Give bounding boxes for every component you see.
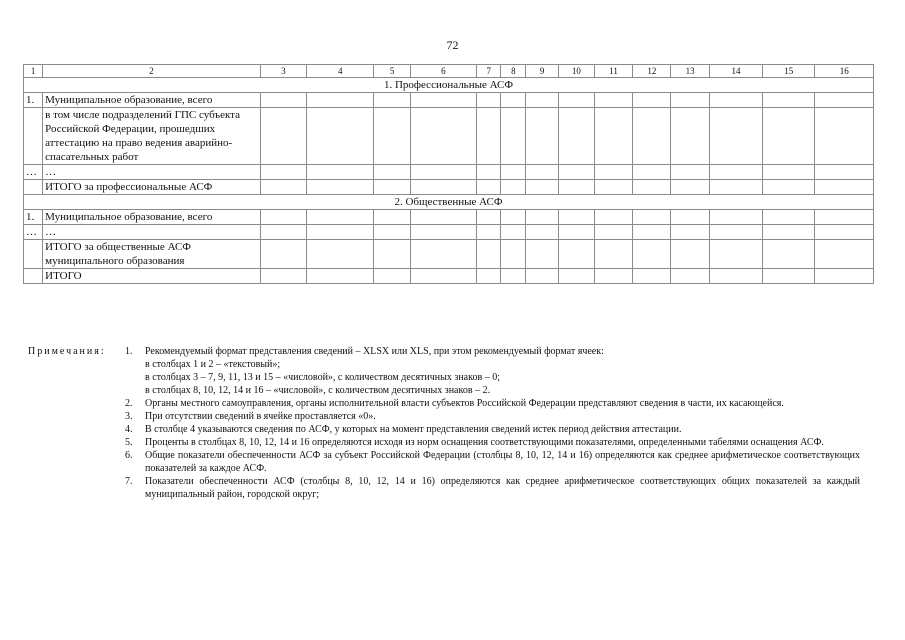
empty-cell-col-15 (763, 210, 815, 225)
note-item-5 (125, 436, 860, 449)
empty-cell-col-9 (526, 180, 558, 195)
s1-total-row (24, 180, 874, 195)
empty-cell-col-5 (374, 269, 410, 284)
note-item-2 (125, 397, 860, 410)
row-label-cell: ИТОГО за общественные АСФ муниципального образования (43, 240, 261, 269)
column-number-14: 14 (709, 65, 762, 78)
row-number-cell: 1. (24, 210, 43, 225)
empty-cell-col-12 (633, 180, 671, 195)
empty-cell-col-15 (763, 269, 815, 284)
empty-cell-col-5 (374, 108, 410, 165)
note-item-7 (125, 475, 860, 501)
empty-cell-col-5 (374, 210, 410, 225)
row-label-cell: ИТОГО (43, 269, 261, 284)
empty-cell-col-13 (671, 240, 709, 269)
note-number: 1. (125, 346, 133, 357)
s2-ellipsis-row (24, 225, 874, 240)
empty-cell-col-4 (306, 210, 373, 225)
empty-cell-col-6 (410, 165, 476, 180)
column-number-1: 1 (24, 65, 43, 78)
empty-cell-col-6 (410, 240, 476, 269)
empty-cell-col-13 (671, 180, 709, 195)
section-title: 1. Профессиональные АСФ (24, 78, 874, 93)
empty-cell-col-7 (477, 108, 501, 165)
note-item-4 (125, 423, 860, 436)
row-label-cell: ИТОГО за профессиональные АСФ (43, 180, 261, 195)
section-1-header (24, 78, 874, 93)
empty-cell-col-11 (594, 93, 632, 108)
empty-cell-col-5 (374, 240, 410, 269)
column-number-row (24, 65, 874, 78)
column-number-15: 15 (763, 65, 815, 78)
empty-cell-col-9 (526, 225, 558, 240)
empty-cell-col-12 (633, 108, 671, 165)
empty-cell-col-11 (594, 210, 632, 225)
empty-cell-col-8 (501, 108, 526, 165)
empty-cell-col-8 (501, 240, 526, 269)
note-number: 2. (125, 398, 133, 409)
section-2-header (24, 195, 874, 210)
row-label-cell: … (43, 225, 261, 240)
empty-cell-col-10 (558, 225, 594, 240)
column-number-2: 2 (43, 65, 261, 78)
empty-cell-col-10 (558, 165, 594, 180)
report-table (23, 64, 874, 284)
empty-cell-col-7 (477, 210, 501, 225)
notes-title: Примечания: (28, 346, 106, 357)
column-number-5: 5 (374, 65, 410, 78)
empty-cell-col-7 (477, 269, 501, 284)
empty-cell-col-11 (594, 165, 632, 180)
empty-cell-col-3 (260, 210, 306, 225)
empty-cell-col-14 (709, 225, 762, 240)
empty-cell-col-11 (594, 225, 632, 240)
empty-cell-col-9 (526, 108, 558, 165)
column-number-11: 11 (594, 65, 632, 78)
column-number-8: 8 (501, 65, 526, 78)
empty-cell-col-12 (633, 269, 671, 284)
empty-cell-col-12 (633, 93, 671, 108)
empty-cell-col-8 (501, 165, 526, 180)
column-number-6: 6 (410, 65, 476, 78)
s1-gps-row (24, 108, 874, 165)
empty-cell-col-10 (558, 93, 594, 108)
row-label-cell: … (43, 165, 261, 180)
empty-cell-col-14 (709, 108, 762, 165)
note-item-6 (125, 449, 860, 475)
note-number: 6. (125, 450, 133, 461)
empty-cell-col-13 (671, 269, 709, 284)
note-number: 4. (125, 424, 133, 435)
column-number-7: 7 (477, 65, 501, 78)
empty-cell-col-10 (558, 180, 594, 195)
empty-cell-col-14 (709, 93, 762, 108)
empty-cell-col-5 (374, 93, 410, 108)
empty-cell-col-16 (815, 165, 874, 180)
empty-cell-col-11 (594, 180, 632, 195)
note-line: в столбцах 8, 10, 12, 14 и 16 – «числовой», с количеством десятичных знаков – 2. (145, 385, 491, 396)
empty-cell-col-9 (526, 165, 558, 180)
empty-cell-col-7 (477, 165, 501, 180)
empty-cell-col-16 (815, 210, 874, 225)
note-text: В столбце 4 указываются сведения по АСФ, у которых на момент представления сведений истек период действия аттестации. (145, 424, 682, 435)
s2-total-row (24, 240, 874, 269)
notes-list (125, 345, 860, 501)
note-line: в столбцах 1 и 2 – «текстовый»; (145, 359, 281, 370)
empty-cell-col-5 (374, 180, 410, 195)
note-text: Органы местного самоуправления, органы исполнительной власти субъектов Российской Федерации представляют сведения в части, их касающейся. (145, 398, 784, 409)
empty-cell-col-14 (709, 240, 762, 269)
empty-cell-col-8 (501, 210, 526, 225)
empty-cell-col-3 (260, 225, 306, 240)
empty-cell-col-14 (709, 269, 762, 284)
note-item-3 (125, 410, 860, 423)
empty-cell-col-13 (671, 108, 709, 165)
empty-cell-col-8 (501, 269, 526, 284)
empty-cell-col-9 (526, 240, 558, 269)
note-line: в столбцах 3 – 7, 9, 11, 13 и 15 – «числовой», с количеством десятичных знаков – 0; (145, 372, 500, 383)
section-title: 2. Общественные АСФ (24, 195, 874, 210)
empty-cell-col-4 (306, 269, 373, 284)
note-number: 5. (125, 437, 133, 448)
empty-cell-col-14 (709, 180, 762, 195)
empty-cell-col-15 (763, 225, 815, 240)
note-text: Общие показатели обеспеченности АСФ за субъект Российской Федерации (столбцы 8, 10, 12, 14 и 16) определяются как среднее арифметическое соответствующих показателей за каждое АСФ. (145, 450, 860, 474)
column-number-13: 13 (671, 65, 709, 78)
empty-cell-col-10 (558, 210, 594, 225)
empty-cell-col-11 (594, 108, 632, 165)
empty-cell-col-15 (763, 240, 815, 269)
empty-cell-col-15 (763, 108, 815, 165)
empty-cell-col-3 (260, 165, 306, 180)
empty-cell-col-16 (815, 108, 874, 165)
empty-cell-col-6 (410, 180, 476, 195)
empty-cell-col-7 (477, 180, 501, 195)
empty-cell-col-6 (410, 225, 476, 240)
empty-cell-col-4 (306, 240, 373, 269)
empty-cell-col-15 (763, 93, 815, 108)
column-number-16: 16 (815, 65, 874, 78)
empty-cell-col-16 (815, 93, 874, 108)
empty-cell-col-11 (594, 240, 632, 269)
note-item-1 (125, 345, 860, 397)
empty-cell-col-4 (306, 180, 373, 195)
empty-cell-col-3 (260, 108, 306, 165)
column-number-4: 4 (306, 65, 373, 78)
row-number-cell: … (24, 225, 43, 240)
grand-total-row (24, 269, 874, 284)
row-label-cell: Муниципальное образование, всего (43, 210, 261, 225)
empty-cell-col-13 (671, 93, 709, 108)
empty-cell-col-6 (410, 210, 476, 225)
row-label-cell: в том числе подразделений ГПС субъекта Российской Федерации, прошедших аттестацию на право ведения аварийно-спасательных работ (43, 108, 261, 165)
empty-cell-col-5 (374, 165, 410, 180)
row-number-cell (24, 108, 43, 165)
empty-cell-col-12 (633, 165, 671, 180)
empty-cell-col-6 (410, 269, 476, 284)
column-number-9: 9 (526, 65, 558, 78)
empty-cell-col-4 (306, 108, 373, 165)
empty-cell-col-7 (477, 93, 501, 108)
empty-cell-col-13 (671, 165, 709, 180)
empty-cell-col-16 (815, 240, 874, 269)
empty-cell-col-3 (260, 180, 306, 195)
empty-cell-col-10 (558, 240, 594, 269)
s2-municipal-row (24, 210, 874, 225)
row-label-cell: Муниципальное образование, всего (43, 93, 261, 108)
empty-cell-col-6 (410, 108, 476, 165)
empty-cell-col-16 (815, 269, 874, 284)
empty-cell-col-7 (477, 240, 501, 269)
column-number-10: 10 (558, 65, 594, 78)
note-number: 3. (125, 411, 133, 422)
empty-cell-col-3 (260, 93, 306, 108)
empty-cell-col-12 (633, 210, 671, 225)
empty-cell-col-4 (306, 93, 373, 108)
row-number-cell: 1. (24, 93, 43, 108)
empty-cell-col-14 (709, 210, 762, 225)
note-number: 7. (125, 476, 133, 487)
empty-cell-col-7 (477, 225, 501, 240)
empty-cell-col-13 (671, 225, 709, 240)
empty-cell-col-6 (410, 93, 476, 108)
row-number-cell: … (24, 165, 43, 180)
empty-cell-col-9 (526, 210, 558, 225)
empty-cell-col-12 (633, 240, 671, 269)
empty-cell-col-13 (671, 210, 709, 225)
empty-cell-col-15 (763, 180, 815, 195)
empty-cell-col-12 (633, 225, 671, 240)
empty-cell-col-3 (260, 269, 306, 284)
empty-cell-col-4 (306, 165, 373, 180)
empty-cell-col-16 (815, 225, 874, 240)
column-number-12: 12 (633, 65, 671, 78)
row-number-cell (24, 180, 43, 195)
empty-cell-col-10 (558, 108, 594, 165)
empty-cell-col-8 (501, 180, 526, 195)
s1-municipal-row (24, 93, 874, 108)
empty-cell-col-10 (558, 269, 594, 284)
note-line: Рекомендуемый формат представления сведений – XLSX или XLS, при этом рекомендуемый формат ячеек: (145, 346, 604, 357)
empty-cell-col-16 (815, 180, 874, 195)
page-number: 72 (446, 38, 459, 52)
column-number-3: 3 (260, 65, 306, 78)
empty-cell-col-14 (709, 165, 762, 180)
note-text: Проценты в столбцах 8, 10, 12, 14 и 16 определяются исходя из норм оснащения соответствующими показателями, определенными табелями оснащения АСФ. (145, 437, 824, 448)
empty-cell-col-8 (501, 225, 526, 240)
empty-cell-col-5 (374, 225, 410, 240)
s1-ellipsis-row (24, 165, 874, 180)
empty-cell-col-9 (526, 269, 558, 284)
empty-cell-col-4 (306, 225, 373, 240)
empty-cell-col-9 (526, 93, 558, 108)
note-text: При отсутствии сведений в ячейке проставляется «0». (145, 411, 376, 422)
empty-cell-col-3 (260, 240, 306, 269)
row-number-cell (24, 269, 43, 284)
empty-cell-col-15 (763, 165, 815, 180)
row-number-cell (24, 240, 43, 269)
empty-cell-col-8 (501, 93, 526, 108)
note-text: Показатели обеспеченности АСФ (столбцы 8, 10, 12, 14 и 16) определяются как среднее арифметическое соответствующих общих показателей за каждый муниципальный район, городской округ; (145, 476, 860, 500)
empty-cell-col-11 (594, 269, 632, 284)
